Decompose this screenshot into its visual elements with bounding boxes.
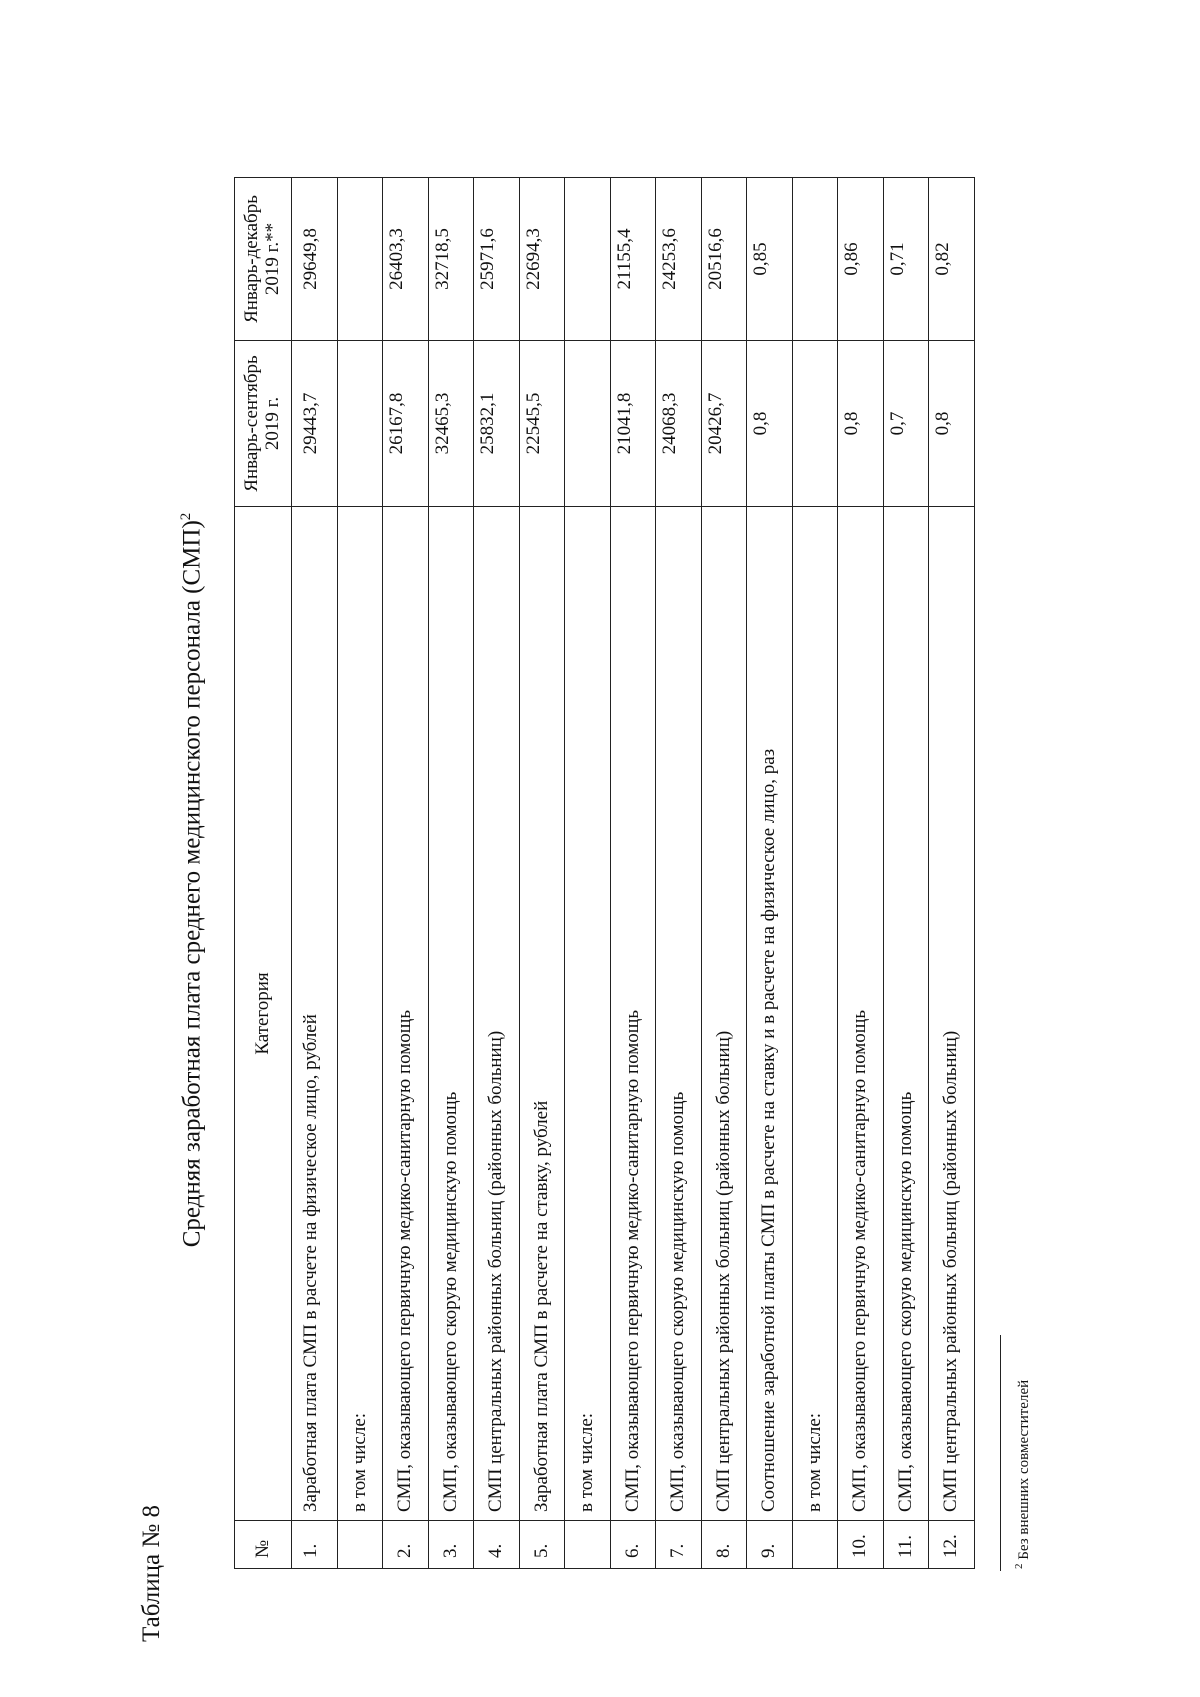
cell-category: СМП центральных районных больниц (районных больниц) bbox=[701, 507, 747, 1521]
title-footnote-mark: 2 bbox=[178, 512, 194, 521]
cell-period1 bbox=[337, 341, 383, 507]
cell-category: в том числе: bbox=[337, 507, 383, 1521]
cell-period2: 29649,8 bbox=[292, 178, 338, 341]
cell-period2: 0,71 bbox=[883, 178, 929, 341]
cell-num: 9. bbox=[747, 1521, 793, 1569]
cell-category: в том числе: bbox=[565, 507, 611, 1521]
col-header-period2 bbox=[235, 178, 292, 341]
cell-num: 11. bbox=[883, 1521, 929, 1569]
cell-category: СМП центральных районных больниц (районных больниц) bbox=[474, 507, 520, 1521]
cell-category: Заработная плата СМП в расчете на физическое лицо, рублей bbox=[292, 507, 338, 1521]
cell-period2: 0,85 bbox=[747, 178, 793, 341]
cell-num: 3. bbox=[428, 1521, 474, 1569]
cell-category: СМП центральных районных больниц (районных больниц) bbox=[929, 507, 975, 1521]
cell-period1: 20426,7 bbox=[701, 341, 747, 507]
table-body bbox=[292, 178, 975, 1569]
cell-period2: 22694,3 bbox=[519, 178, 565, 341]
table-row bbox=[337, 178, 383, 1569]
cell-period1: 0,7 bbox=[883, 341, 929, 507]
cell-period1 bbox=[792, 341, 838, 507]
table-header-row bbox=[235, 178, 292, 1569]
table-row bbox=[838, 178, 884, 1569]
cell-period1: 25832,1 bbox=[474, 341, 520, 507]
cell-period2: 26403,3 bbox=[383, 178, 429, 341]
title-text: Средняя заработная плата среднего медицинского персонала (СМП) bbox=[178, 520, 206, 1248]
cell-num bbox=[337, 1521, 383, 1569]
footnote bbox=[1013, 1380, 1033, 1569]
cell-num: 1. bbox=[292, 1521, 338, 1569]
cell-period1: 0,8 bbox=[838, 341, 884, 507]
table-row bbox=[747, 178, 793, 1569]
cell-period2: 25971,6 bbox=[474, 178, 520, 341]
cell-period1: 0,8 bbox=[929, 341, 975, 507]
col-header-num: № bbox=[235, 1521, 292, 1569]
cell-period1: 24068,3 bbox=[656, 341, 702, 507]
cell-category: СМП, оказывающего скорую медицинскую помощь bbox=[883, 507, 929, 1521]
cell-category: СМП, оказывающего скорую медицинскую помощь bbox=[428, 507, 474, 1521]
cell-period2: 32718,5 bbox=[428, 178, 474, 341]
cell-num bbox=[792, 1521, 838, 1569]
cell-period1: 26167,8 bbox=[383, 341, 429, 507]
table-row bbox=[929, 178, 975, 1569]
table-row bbox=[519, 178, 565, 1569]
table-row bbox=[565, 178, 611, 1569]
cell-num: 5. bbox=[519, 1521, 565, 1569]
cell-category: СМП, оказывающего первичную медико-санитарную помощь bbox=[383, 507, 429, 1521]
cell-category: СМП, оказывающего первичную медико-санитарную помощь bbox=[838, 507, 884, 1521]
cell-period1: 22545,5 bbox=[519, 341, 565, 507]
cell-period1: 32465,3 bbox=[428, 341, 474, 507]
cell-num: 6. bbox=[610, 1521, 656, 1569]
cell-period1: 29443,7 bbox=[292, 341, 338, 507]
table-row bbox=[656, 178, 702, 1569]
table-row bbox=[883, 178, 929, 1569]
table-row bbox=[701, 178, 747, 1569]
col-header-period1 bbox=[235, 341, 292, 507]
cell-num: 4. bbox=[474, 1521, 520, 1569]
cell-period2: 24253,6 bbox=[656, 178, 702, 341]
table-row bbox=[383, 178, 429, 1569]
cell-period2: 0,82 bbox=[929, 178, 975, 341]
cell-num: 7. bbox=[656, 1521, 702, 1569]
cell-category: Заработная плата СМП в расчете на ставку, рублей bbox=[519, 507, 565, 1521]
footnote-mark: 2 bbox=[1013, 1563, 1025, 1569]
cell-period2: 21155,4 bbox=[610, 178, 656, 341]
table-row bbox=[292, 178, 338, 1569]
col-header-period2-line1: Январь-декабрь bbox=[241, 195, 263, 323]
col-header-period2-line2: 2019 г.** bbox=[262, 222, 283, 296]
page-title bbox=[178, 230, 206, 1530]
table-row bbox=[610, 178, 656, 1569]
cell-category: СМП, оказывающего первичную медико-санитарную помощь bbox=[610, 507, 656, 1521]
table-number: Таблица № 8 bbox=[138, 1505, 165, 1643]
cell-category: в том числе: bbox=[792, 507, 838, 1521]
cell-period2: 0,86 bbox=[838, 178, 884, 341]
cell-category: Соотношение заработной платы СМП в расчете на ставку и в расчете на физическое лицо, раз bbox=[747, 507, 793, 1521]
cell-period1: 0,8 bbox=[747, 341, 793, 507]
col-header-category: Категория bbox=[235, 507, 292, 1521]
table-row bbox=[792, 178, 838, 1569]
col-header-period1-line1: Январь-сентябрь bbox=[241, 355, 263, 492]
rotated-page bbox=[0, 10, 1200, 1690]
footnote-divider bbox=[1000, 1335, 1001, 1571]
footnote-text: Без внешних совместителей bbox=[1016, 1379, 1032, 1564]
table-row bbox=[474, 178, 520, 1569]
cell-period2: 20516,6 bbox=[701, 178, 747, 341]
cell-num: 8. bbox=[701, 1521, 747, 1569]
cell-period2 bbox=[337, 178, 383, 341]
cell-num bbox=[565, 1521, 611, 1569]
cell-num: 2. bbox=[383, 1521, 429, 1569]
cell-category: СМП, оказывающего скорую медицинскую помощь bbox=[656, 507, 702, 1521]
table-row bbox=[428, 178, 474, 1569]
col-header-period1-line2: 2019 г. bbox=[262, 396, 283, 451]
cell-period2 bbox=[792, 178, 838, 341]
cell-period1: 21041,8 bbox=[610, 341, 656, 507]
cell-num: 10. bbox=[838, 1521, 884, 1569]
cell-period2 bbox=[565, 178, 611, 341]
cell-period1 bbox=[565, 341, 611, 507]
salary-table bbox=[234, 177, 975, 1569]
cell-num: 12. bbox=[929, 1521, 975, 1569]
